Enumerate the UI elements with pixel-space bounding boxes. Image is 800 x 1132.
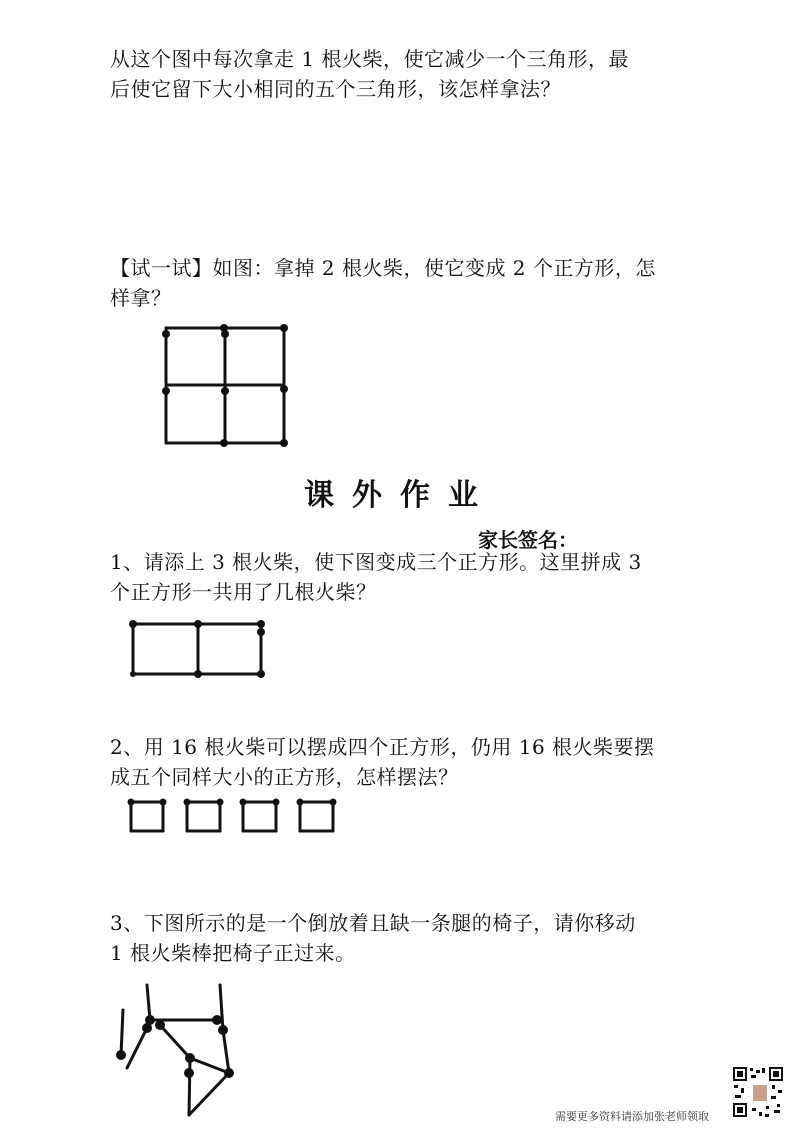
question-2-line-1: 2、用 16 根火柴可以摆成四个正方形，仍用 16 根火柴要摆 bbox=[110, 735, 655, 759]
intro-paragraph bbox=[110, 44, 710, 104]
question-1-figure bbox=[125, 618, 270, 683]
question-3-chair-figure bbox=[105, 980, 250, 1120]
square-3 bbox=[240, 799, 280, 832]
teacher-avatar bbox=[752, 1084, 768, 1102]
try-line-1: 【试一试】如图：拿掉 2 根火柴，使它变成 2 个正方形，怎 bbox=[110, 256, 656, 280]
parent-signature-label: 家长签名： bbox=[478, 528, 578, 552]
square-2 bbox=[184, 799, 224, 832]
question-1 bbox=[110, 547, 710, 607]
question-2 bbox=[110, 732, 710, 792]
question-1-line-1: 1、请添上 3 根火柴，使下图变成三个正方形。这里拼成 3 bbox=[110, 550, 642, 574]
matchstick-grid-figure bbox=[150, 318, 300, 453]
footer-note: 需要更多资料请添加张老师领取 bbox=[555, 1110, 709, 1123]
square-4 bbox=[297, 799, 337, 832]
square-1 bbox=[128, 799, 167, 832]
question-1-line-2: 个正方形一共用了几根火柴？ bbox=[110, 580, 377, 604]
intro-line-1: 从这个图中每次拿走 1 根火柴，使它减少一个三角形，最 bbox=[110, 47, 629, 71]
question-3-line-2: 1 根火柴棒把椅子正过来。 bbox=[110, 941, 356, 965]
matchsticks bbox=[166, 328, 284, 443]
matchsticks bbox=[121, 985, 229, 1115]
question-2-line-2: 成五个同样大小的正方形，怎样摆法？ bbox=[110, 765, 459, 789]
question-2-figure bbox=[125, 796, 345, 836]
question-3 bbox=[110, 908, 710, 968]
try-paragraph bbox=[110, 253, 710, 313]
question-3-line-1: 3、下图所示的是一个倒放着且缺一条腿的椅子，请你移动 bbox=[110, 911, 636, 935]
try-line-2: 样拿？ bbox=[110, 286, 172, 310]
matchsticks bbox=[133, 624, 261, 674]
homework-title: 课外作业 bbox=[304, 478, 496, 513]
intro-line-2: 后使它留下大小相同的五个三角形，该怎样拿法？ bbox=[110, 77, 561, 101]
